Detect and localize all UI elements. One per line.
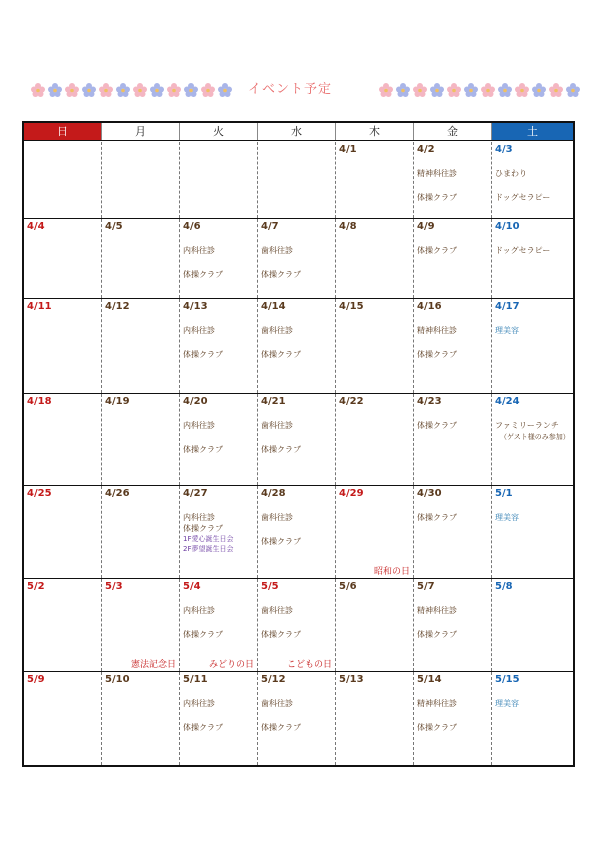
day-cell [24,672,102,765]
event-label: 体操クラブ [183,445,223,454]
day-number: 4/9 [417,221,435,232]
event-label: 体操クラブ [183,270,223,279]
event-label: 理美容 [495,513,519,522]
event-label: 体操クラブ [261,350,301,359]
day-cell [336,486,414,578]
event-label: 内科往診 [183,699,215,708]
day-number: 5/9 [27,674,45,685]
flower-icon [395,82,411,98]
flower-icon [149,82,165,98]
day-number: 4/8 [339,221,357,232]
event-label: 体操クラブ [417,421,457,430]
flower-garland-left [30,82,233,98]
flower-icon [200,82,216,98]
day-cell [258,579,336,671]
event-label: ひまわり [495,169,527,178]
flower-icon [166,82,182,98]
event-label: 理美容 [495,326,519,335]
event-label: 体操クラブ [183,524,223,533]
day-number: 4/7 [261,221,279,232]
day-number: 4/28 [261,488,286,499]
day-cell [336,219,414,298]
event-label: 内科往診 [183,326,215,335]
day-number: 5/8 [495,581,513,592]
weekday-sun: 日 [24,123,102,140]
day-cell [414,219,492,298]
event-label: ドッグセラピー [495,246,551,255]
event-label: 体操クラブ [417,723,457,732]
weekday-sat: 土 [492,123,573,140]
day-number: 5/15 [495,674,520,685]
day-number: 4/14 [261,301,286,312]
day-cell [258,142,336,218]
event-label: 体操クラブ [183,350,223,359]
day-cell [258,299,336,393]
flower-icon [217,82,233,98]
event-label: 歯科往診 [261,606,293,615]
day-cell [414,672,492,765]
day-cell [336,299,414,393]
day-number: 5/11 [183,674,208,685]
event-label: 精神科往診 [417,169,457,178]
day-number: 5/6 [339,581,357,592]
event-label: 内科往診 [183,421,215,430]
event-label: 理美容 [495,699,519,708]
day-number: 5/13 [339,674,364,685]
day-number: 4/29 [339,488,364,499]
day-number: 4/11 [27,301,52,312]
weekday-wed: 水 [258,123,336,140]
event-label: 体操クラブ [261,630,301,639]
day-cell [492,219,573,298]
flower-icon [183,82,199,98]
day-cell [336,672,414,765]
day-number: 5/4 [183,581,201,592]
day-cell [180,486,258,578]
flower-icon [132,82,148,98]
holiday-label: 昭和の日 [373,567,410,577]
day-cell [24,394,102,485]
day-cell [492,579,573,671]
holiday-label: こどもの日 [286,660,332,670]
holiday-label: 憲法記念日 [130,660,176,670]
day-cell [414,579,492,671]
flower-icon [463,82,479,98]
day-cell [492,394,573,485]
day-cell [336,394,414,485]
day-cell [258,394,336,485]
day-cell [492,142,573,218]
day-number: 4/26 [105,488,130,499]
week-row [24,394,573,486]
day-number: 4/23 [417,396,442,407]
week-row [24,219,573,299]
event-label: 精神科往診 [417,606,457,615]
event-label: 体操クラブ [183,630,223,639]
day-number: 5/2 [27,581,45,592]
day-cell [414,394,492,485]
day-number: 4/1 [339,144,357,155]
day-cell [180,672,258,765]
event-label: 体操クラブ [417,350,457,359]
event-label: 2F夢望誕生日会 [183,545,234,553]
flower-icon [64,82,80,98]
weekday-header [24,123,573,141]
day-cell [180,219,258,298]
flower-icon [30,82,46,98]
week-row [24,672,573,765]
event-label: 体操クラブ [417,193,457,202]
day-cell [102,394,180,485]
day-cell [102,299,180,393]
day-number: 4/20 [183,396,208,407]
day-cell [414,486,492,578]
day-cell [258,219,336,298]
day-cell [24,299,102,393]
week-row [24,486,573,579]
day-cell [180,142,258,218]
day-number: 4/18 [27,396,52,407]
event-label: 精神科往診 [417,326,457,335]
event-label: 体操クラブ [417,630,457,639]
weekday-fri: 金 [414,123,492,140]
day-cell [492,672,573,765]
day-cell [102,486,180,578]
day-number: 4/13 [183,301,208,312]
event-label: ファミリーランチ [495,421,559,430]
day-cell [180,394,258,485]
weekday-tue: 火 [180,123,258,140]
day-number: 5/7 [417,581,435,592]
day-cell [102,579,180,671]
flower-icon [548,82,564,98]
event-label: 内科往診 [183,513,215,522]
day-cell [24,142,102,218]
event-label: 体操クラブ [417,246,457,255]
event-label: 内科往診 [183,606,215,615]
day-number: 4/22 [339,396,364,407]
flower-icon [429,82,445,98]
day-number: 4/17 [495,301,520,312]
event-label: 歯科往診 [261,513,293,522]
flower-icon [47,82,63,98]
page-title: イベント予定 [248,82,333,97]
week-row [24,299,573,394]
day-cell [492,299,573,393]
day-cell [492,486,573,578]
flower-garland-right [378,82,581,98]
day-number: 4/12 [105,301,130,312]
flower-icon [514,82,530,98]
event-label: 体操クラブ [417,513,457,522]
event-label: ドッグセラピー [495,193,551,202]
day-number: 4/24 [495,396,520,407]
event-label: （ゲスト様のみ参加） [500,433,570,441]
event-label: 体操クラブ [261,445,301,454]
day-cell [336,142,414,218]
day-cell [102,219,180,298]
weekday-thu: 木 [336,123,414,140]
day-number: 4/30 [417,488,442,499]
event-label: 体操クラブ [261,270,301,279]
flower-icon [497,82,513,98]
day-number: 4/15 [339,301,364,312]
event-label: 歯科往診 [261,246,293,255]
day-cell [414,142,492,218]
event-label: 歯科往診 [261,699,293,708]
flower-icon [531,82,547,98]
flower-icon [81,82,97,98]
calendar [22,121,575,767]
weekday-mon: 月 [102,123,180,140]
day-cell [102,142,180,218]
day-number: 5/3 [105,581,123,592]
event-label: 歯科往診 [261,326,293,335]
day-cell [336,579,414,671]
day-number: 5/1 [495,488,513,499]
day-number: 4/6 [183,221,201,232]
day-cell [180,299,258,393]
day-number: 4/3 [495,144,513,155]
day-cell [180,579,258,671]
day-number: 4/10 [495,221,520,232]
flower-icon [446,82,462,98]
day-cell [258,486,336,578]
title-banner [22,78,576,102]
day-number: 4/27 [183,488,208,499]
day-cell [24,579,102,671]
day-number: 4/19 [105,396,130,407]
day-number: 5/5 [261,581,279,592]
event-label: 体操クラブ [261,537,301,546]
day-cell [102,672,180,765]
event-label: 体操クラブ [261,723,301,732]
event-label: 精神科往診 [417,699,457,708]
flower-icon [480,82,496,98]
event-label: 1F愛心誕生日会 [183,535,234,543]
flower-icon [115,82,131,98]
flower-icon [98,82,114,98]
holiday-label: みどりの日 [208,660,254,670]
flower-icon [565,82,581,98]
day-number: 4/25 [27,488,52,499]
day-number: 4/4 [27,221,45,232]
day-number: 4/16 [417,301,442,312]
day-cell [24,486,102,578]
day-number: 5/14 [417,674,442,685]
event-label: 体操クラブ [183,723,223,732]
event-label: 内科往診 [183,246,215,255]
day-number: 4/5 [105,221,123,232]
day-number: 4/21 [261,396,286,407]
flower-icon [378,82,394,98]
event-label: 歯科往診 [261,421,293,430]
week-row [24,142,573,219]
flower-icon [412,82,428,98]
day-cell [258,672,336,765]
week-row [24,579,573,672]
day-cell [414,299,492,393]
day-number: 5/10 [105,674,130,685]
day-number: 5/12 [261,674,286,685]
day-number: 4/2 [417,144,435,155]
day-cell [24,219,102,298]
